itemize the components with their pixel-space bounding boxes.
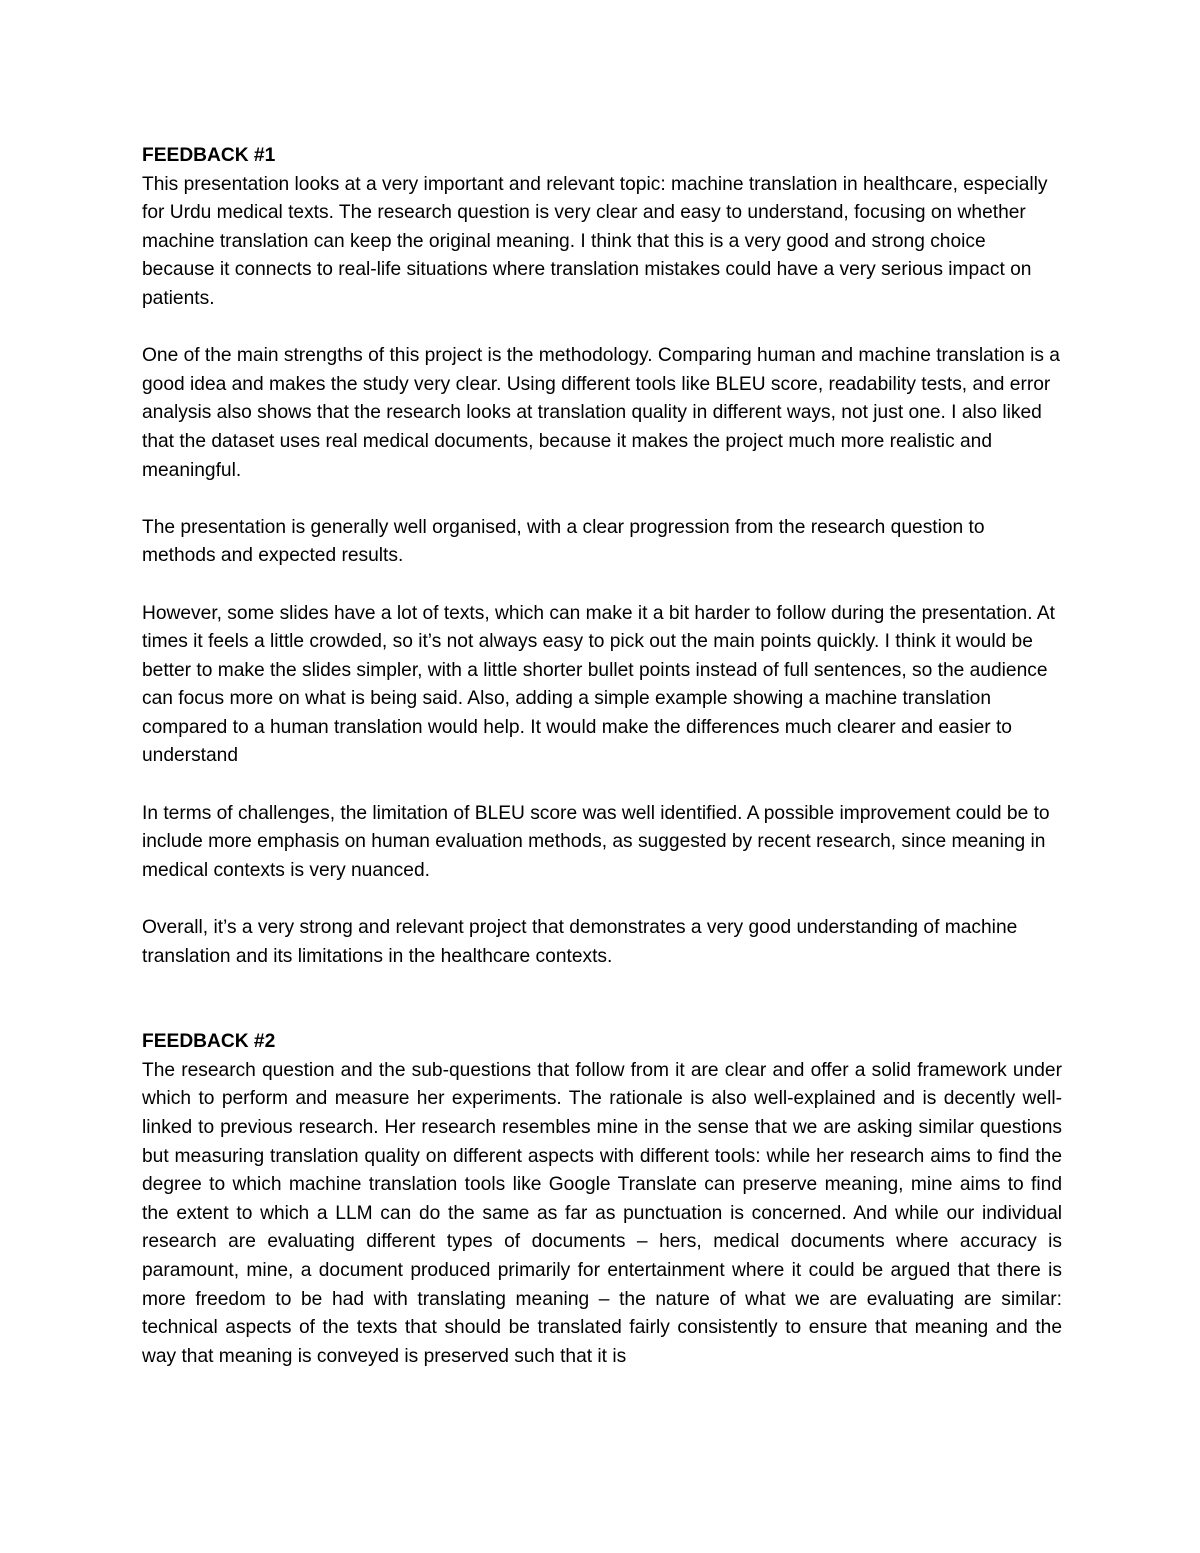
document-body — [142, 142, 1062, 1371]
feedback-1-section — [142, 142, 1062, 971]
feedback-1-paragraph-5: In terms of challenges, the limitation of BLEU score was well identified. A possible improvement could be to include more emphasis on human evaluation methods, as suggested by recent research, since meaning in medical contexts is very nuanced. — [142, 802, 1050, 881]
feedback-1-paragraph-6: Overall, it’s a very strong and relevant project that demonstrates a very good understanding of machine translation and its limitations in the healthcare contexts. — [142, 917, 1018, 967]
section-spacer — [142, 971, 1062, 1028]
feedback-1-paragraph-4: However, some slides have a lot of texts, which can make it a bit harder to follow during the presentation. At times it feels a little crowded, so it’s not always easy to pick out the main points quickly. I think it would be better to make the slides simpler, with a little shorter bullet points instead of full sentences, so the audience can focus more on what is being said. Also, adding a simple example showing a machine translation compared to a human translation would help. It would make the differences much clearer and easier to understand — [142, 602, 1055, 767]
feedback-2-paragraph-1: The research question and the sub-questions that follow from it are clear and offer a solid framework under which to perform and measure her experiments. The rationale is also well-explained and is decently well-linked to previous research. Her research resembles mine in the sense that we are asking similar questions but measuring translation quality on different aspects with different tools: while her research aims to find the degree to which machine translation tools like Google Translate can preserve meaning, mine aims to find the extent to which a LLM can do the same as far as punctuation is concerned. And while our individual research are evaluating different types of documents – hers, medical documents where accuracy is paramount, mine, a document produced primarily for entertainment where it could be argued that there is more freedom to be had with translating meaning – the nature of what we are evaluating are similar: technical aspects of the texts that should be translated fairly consistently to ensure that meaning and the way that meaning is conveyed is preserved such that it is — [142, 1059, 1062, 1367]
feedback-2-section — [142, 1028, 1062, 1371]
feedback-1-heading: FEEDBACK #1 — [142, 145, 276, 166]
feedback-1-paragraph-2: One of the main strengths of this project is the methodology. Comparing human and machine translation is a good idea and makes the study very clear. Using different tools like BLEU score, readability tests, and error analysis also shows that the research looks at translation quality in different ways, not just one. I also liked that the dataset uses real medical documents, because it makes the project much more realistic and meaningful. — [142, 345, 1060, 481]
feedback-1-paragraph-3: The presentation is generally well organised, with a clear progression from the research question to methods and expected results. — [142, 516, 985, 567]
feedback-2-heading: FEEDBACK #2 — [142, 1031, 276, 1053]
feedback-1-paragraph-1: This presentation looks at a very important and relevant topic: machine translation in healthcare, especially for Urdu medical texts. The research question is very clear and easy to understand, focusing on whether machine translation can keep the original meaning. I think that this is a very good and strong choice because it connects to real-life situations where translation mistakes could have a very serious impact on patients. — [142, 173, 1048, 309]
